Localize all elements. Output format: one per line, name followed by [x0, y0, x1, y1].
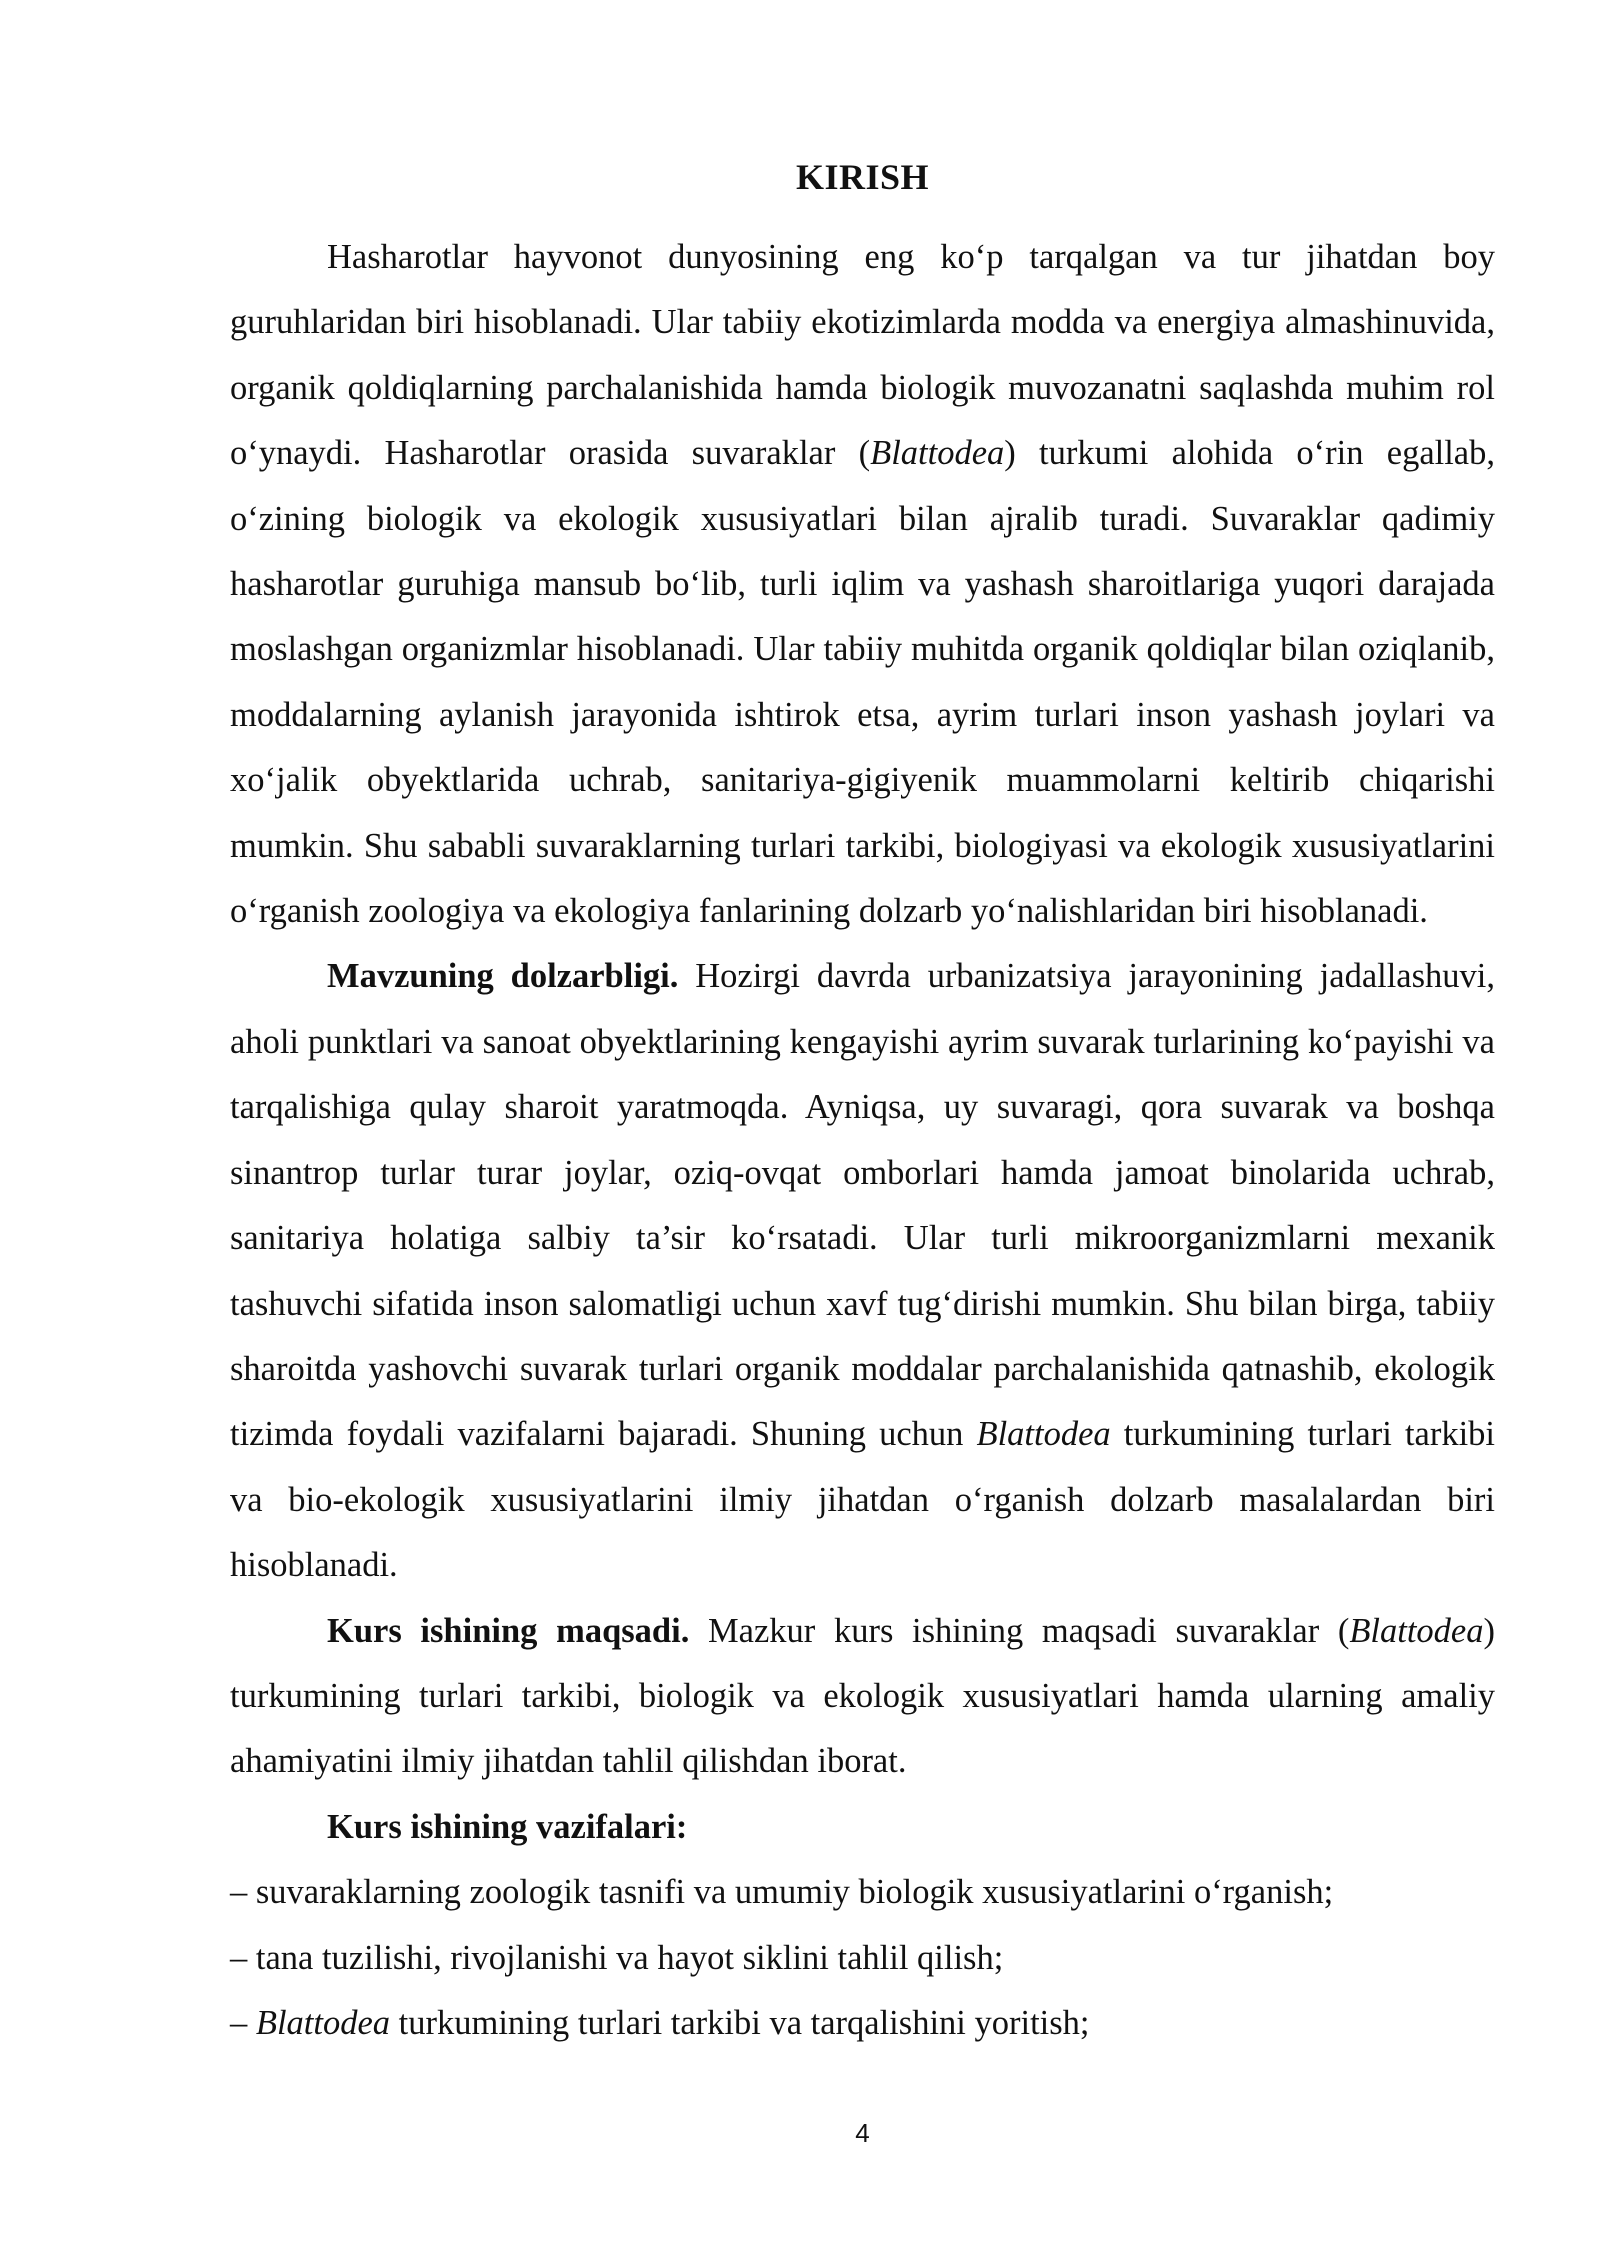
- task-item-3: [230, 1991, 1495, 2056]
- goal-paragraph: [230, 1599, 1495, 1795]
- taxon-name: Blattodea: [255, 2003, 391, 2042]
- page-number: 4: [855, 2118, 870, 2148]
- taxon-name: Blattodea: [976, 1415, 1111, 1454]
- page-body: [230, 225, 1495, 2056]
- goal-text-end: ) turkumining turlari tarkibi, biologik va ekologik xususiyatlari hamda ularning amaliy ahamiyatini ilmiy jihatdan tahlil qilishdan iborat.: [230, 1611, 1495, 1781]
- task-item-3-text: turkumining turlari tarkibi va tarqalishini yoritish;: [390, 2003, 1090, 2042]
- relevance-text-end: turkumining turlari tarkibi va bio-ekologik xususiyatlarini ilmiy jihatdan o‘rganish dolzarb masalalardan biri hisoblanadi.: [230, 1415, 1495, 1585]
- intro-text-end: ) turkumi alohida o‘rin egallab, o‘zining biologik va ekologik xususiyatlari bilan ajralib turadi. Suvaraklar qadimiy hasharotlar guruhiga mansub bo‘lib, turli iqlim va yashash sharoitlariga yuqori darajada moslashgan organizmlar hisoblanadi. Ular tabiiy muhitda organik qoldiqlar bilan oziqlanib, moddalarning aylanish jarayonida ishtirok etsa, ayrim turlari inson yashash joylari va xo‘jalik obyektlarida uchrab, sanitariya-gigiyenik muammolarni keltirib chiqarishi mumkin. Shu sababli suvaraklarning turlari tarkibi, biologiyasi va ekologik xususiyatlarini o‘rganish zoologiya va ekologiya fanlarining dolzarb yo‘nalishlaridan biri hisoblanadi.: [230, 434, 1495, 931]
- relevance-text-start: Hozirgi davrda urbanizatsiya jarayonining jadallashuvi, aholi punktlari va sanoat obyektlarining kengayishi ayrim suvarak turlarining ko‘payishi va tarqalishiga qulay sharoit yaratmoqda. Ayniqsa, uy suvaragi, qora suvarak va boshqa sinantrop turlar turar joylar, oziq-ovqat omborlari hamda jamoat binolarida uchrab, sanitariya holatiga salbiy ta’sir ko‘rsatadi. Ular turli mikroorganizmlarni mexanik tashuvchi sifatida inson salomatligi uchun xavf tug‘dirishi mumkin. Shu bilan birga, tabiiy sharoitda yashovchi suvarak turlari organik moddalar parchalanishida qatnashib, ekologik tizimda foydali vazifalarni bajaradi. Shuning uchun: [230, 957, 1495, 1454]
- relevance-label: Mavzuning dolzarbligi.: [327, 957, 679, 996]
- intro-text-start: Hasharotlar hayvonot dunyosining eng ko‘p tarqalgan va tur jihatdan boy guruhlaridan biri hisoblanadi. Ular tabiiy ekotizimlarda modda va energiya almashinuvida, organik qoldiqlarning parchalanishida hamda biologik muvozanatni saqlashda muhim rol o‘ynaydi. Hasharotlar orasida suvaraklar (: [230, 238, 1495, 473]
- relevance-paragraph: [230, 944, 1495, 1598]
- taxon-name: Blattodea: [1349, 1611, 1484, 1650]
- goal-label: Kurs ishining maqsadi.: [327, 1611, 690, 1650]
- task-item-2: – tana tuzilishi, rivojlanishi va hayot siklini tahlil qilish;: [230, 1938, 1004, 1977]
- intro-paragraph: [230, 225, 1495, 944]
- task-item-1: – suvaraklarning zoologik tasnifi va umumiy biologik xususiyatlarini o‘rganish;: [230, 1873, 1334, 1912]
- section-heading: KIRISH: [795, 157, 930, 197]
- goal-text-start: Mazkur kurs ishining maqsadi suvaraklar (: [689, 1611, 1350, 1650]
- task-item-3-dash: –: [230, 2003, 256, 2042]
- document-page: [230, 0, 1495, 2262]
- taxon-name: Blattodea: [870, 434, 1005, 473]
- tasks-heading: Kurs ishining vazifalari:: [327, 1807, 688, 1846]
